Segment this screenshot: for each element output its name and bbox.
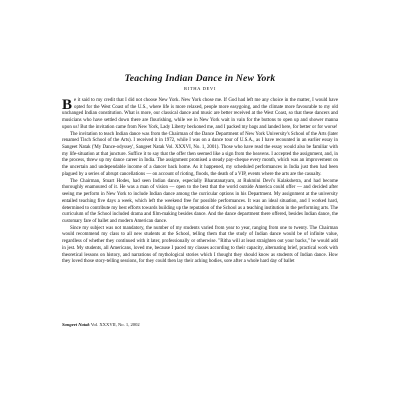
article-body bbox=[62, 98, 338, 266]
paragraph-4: Since my subject was not mandatory, the number of my students varied from year to year, ranging from one to twenty. The Chairman would recommend my class to all new students at the School, telling them that the study of Indian dance would be of infinite value, regardless of whether they continued with it later, professionally or otherwise. "Ritha will at least straighten out your backs," he would add in jest. My students, all Americans, loved me, because I paced my classes according to their capacity, alternating brief, practical work with theoretical lessons on history, and narrations of mythological stories which I thought they should know as students of Indian dance. How they loved those story-telling sessions, for they could then lay their aching bodies, sore after a whole hard day of ballet bbox=[62, 225, 338, 265]
journal-name: Sangeet Natak bbox=[62, 322, 90, 327]
journal-footer bbox=[62, 322, 338, 328]
paragraph-2: The invitation to teach Indian dance was from the Chairman of the Dance Department of New York University's School of the Arts (later renamed Tisch School of the Arts). I received it in 1972, while I was on a dance tour of U.S.A., as I have recounted in an earlier essay in Sangeet Natak ('My Dance-odyssey', Sangeet Natak Vol. XXXVI, No. 1, 2001). Those who have read the essay would also be familiar with my life-situation at that juncture. Suffice it to say that the offer then seemed like a sign from the heavens. I accepted the assignment, and, in the process, threw up my dance career in India. The assignment promised a steady pay-cheque every month, which was an improvement on the uncertain and undependable income of a dancer back home. As it happened, my scheduled performances in India just then had been plagued by a series of abrupt cancellations — on account of rioting, floods, the death of a VIP, events where the arts are the casualty. bbox=[62, 131, 338, 177]
paragraph-3: The Chairman, Stuart Hodes, had seen Indian dance, especially Bharatanatyam, at Rukmini Devi's Kalakshetra, and had become thoroughly enamoured of it. He was a man of vision — open to the best that the world outside America could offer — and decided after seeing me perform in New York to include Indian dance among the curricular options in his Department. My assignment at the university entailed teaching five days a week, which left the weekend free for possible performances. It was an ideal situation, and I worked hard, determined to contribute my best efforts towards building up the reputation of the School as a teaching institution in the performing arts. The curriculum of the School included drama and film-making besides dance. And the dance department there offered, besides Indian dance, the customary fare of ballet and modern American dance. bbox=[62, 178, 338, 224]
article-title: Teaching Indian Dance in New York bbox=[124, 73, 276, 84]
journal-citation: Vol. XXXVII, No. 1, 2002 bbox=[89, 322, 140, 327]
drop-cap: B bbox=[62, 97, 73, 113]
paragraph-1 bbox=[62, 98, 338, 132]
article-author: RITHA DEVI bbox=[184, 86, 216, 91]
paragraph-1-text: e it said to my credit that I did not choose New York. New York chose me. If God had left me any choice in the matter, I would have opted for the West Coast of the U.S., where life is more relaxed, people more easygoing, and the climate more favourable to my old unchanged Indian constitution. What is more, our classical dance and music are better received at the West Coast, so that these dancers and musicians who have settled down there are flourishing, while we in New York wait in vain for the buttons to open up and shower manna upon us! But the invitation came from New York, Lady Liberty beckoned me, and I packed my bags and landed here, for better or for worse! bbox=[62, 98, 338, 130]
